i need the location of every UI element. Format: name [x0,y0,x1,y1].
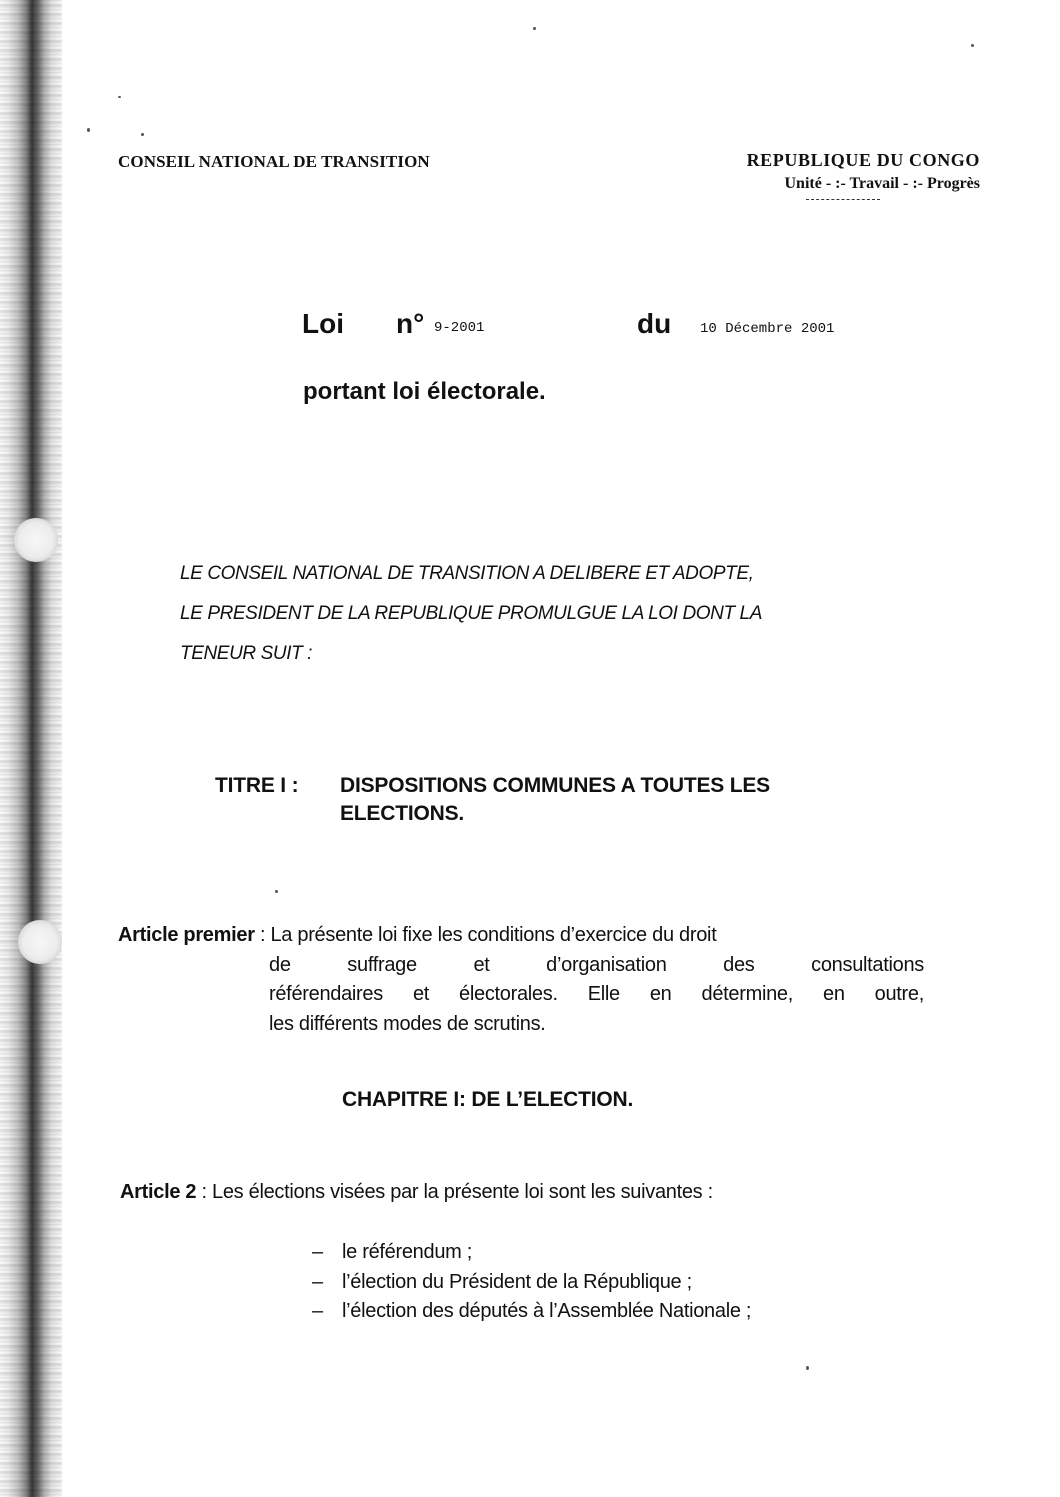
issuer-heading: CONSEIL NATIONAL DE TRANSITION [118,152,430,171]
list-item [312,1297,751,1327]
scan-speck [275,890,278,893]
scan-speck [806,1366,809,1370]
list-bullet: – [312,1300,323,1322]
scan-speck [118,96,121,98]
list-bullet: – [312,1241,323,1263]
du-word: du [637,308,672,339]
country-name: REPUBLIQUE DU CONGO [746,150,980,170]
chapter-heading: CHAPITRE I: DE L’ELECTION. [342,1088,634,1111]
title-text-continued: ELECTIONS. [340,802,465,825]
list-bullet: – [312,1270,323,1293]
loi-word: Loi [302,308,344,339]
preamble-line: LE CONSEIL NATIONAL DE TRANSITION A DELIBERE ET ADOPTE, [180,563,754,584]
list-item-text: l’élection des députés à l’Assemblée Nationale ; [342,1300,752,1322]
motto-rule [806,199,880,200]
punch-hole-bottom [18,920,62,964]
scan-speck [87,128,90,132]
list-item-text: le référendum ; [342,1241,473,1263]
article-text-line: référendaires et électorales. Elle en détermine, en outre, [269,983,924,1005]
preamble-line: TENEUR SUIT : [180,643,313,664]
law-number: 9-2001 [434,320,485,336]
scan-speck [141,133,144,136]
list-item-text: l’élection du Président de la République ; [342,1270,692,1293]
preamble-line: LE PRESIDENT DE LA REPUBLIQUE PROMULGUE LA LOI DONT LA [180,603,762,624]
scan-binding-edge [0,0,62,1497]
article-text: Les élections visées par la présente loi sont les suivantes : [212,1181,713,1203]
article-label: Article 2 [120,1181,197,1203]
article-premier [118,921,924,1039]
article-separator: : [196,1181,213,1203]
list-item [312,1268,751,1298]
title-text: DISPOSITIONS COMMUNES A TOUTES LES [340,774,770,797]
law-subject: portant loi électorale. [303,378,546,405]
article-text-line: de suffrage et d’organisation des consultations [269,953,924,976]
number-sign: n° [396,308,425,339]
title-heading [215,772,770,828]
article-text-line: La présente loi fixe les conditions d’exercice du droit [270,924,717,946]
law-date: 10 Décembre 2001 [700,321,835,337]
article-separator: : [254,924,271,946]
article-text-line: les différents modes de scrutins. [269,1012,546,1035]
country-heading-block [650,150,980,200]
national-motto: Unité - :- Travail - :- Progrès [784,175,980,192]
scan-speck [971,44,974,47]
election-list [312,1238,751,1327]
scan-speck [533,27,536,30]
title-label: TITRE I : [215,774,299,797]
article-label: Article premier [118,924,255,946]
article-2 [120,1178,713,1208]
list-item [312,1238,751,1268]
preamble [180,554,900,674]
punch-hole-top [14,518,58,562]
